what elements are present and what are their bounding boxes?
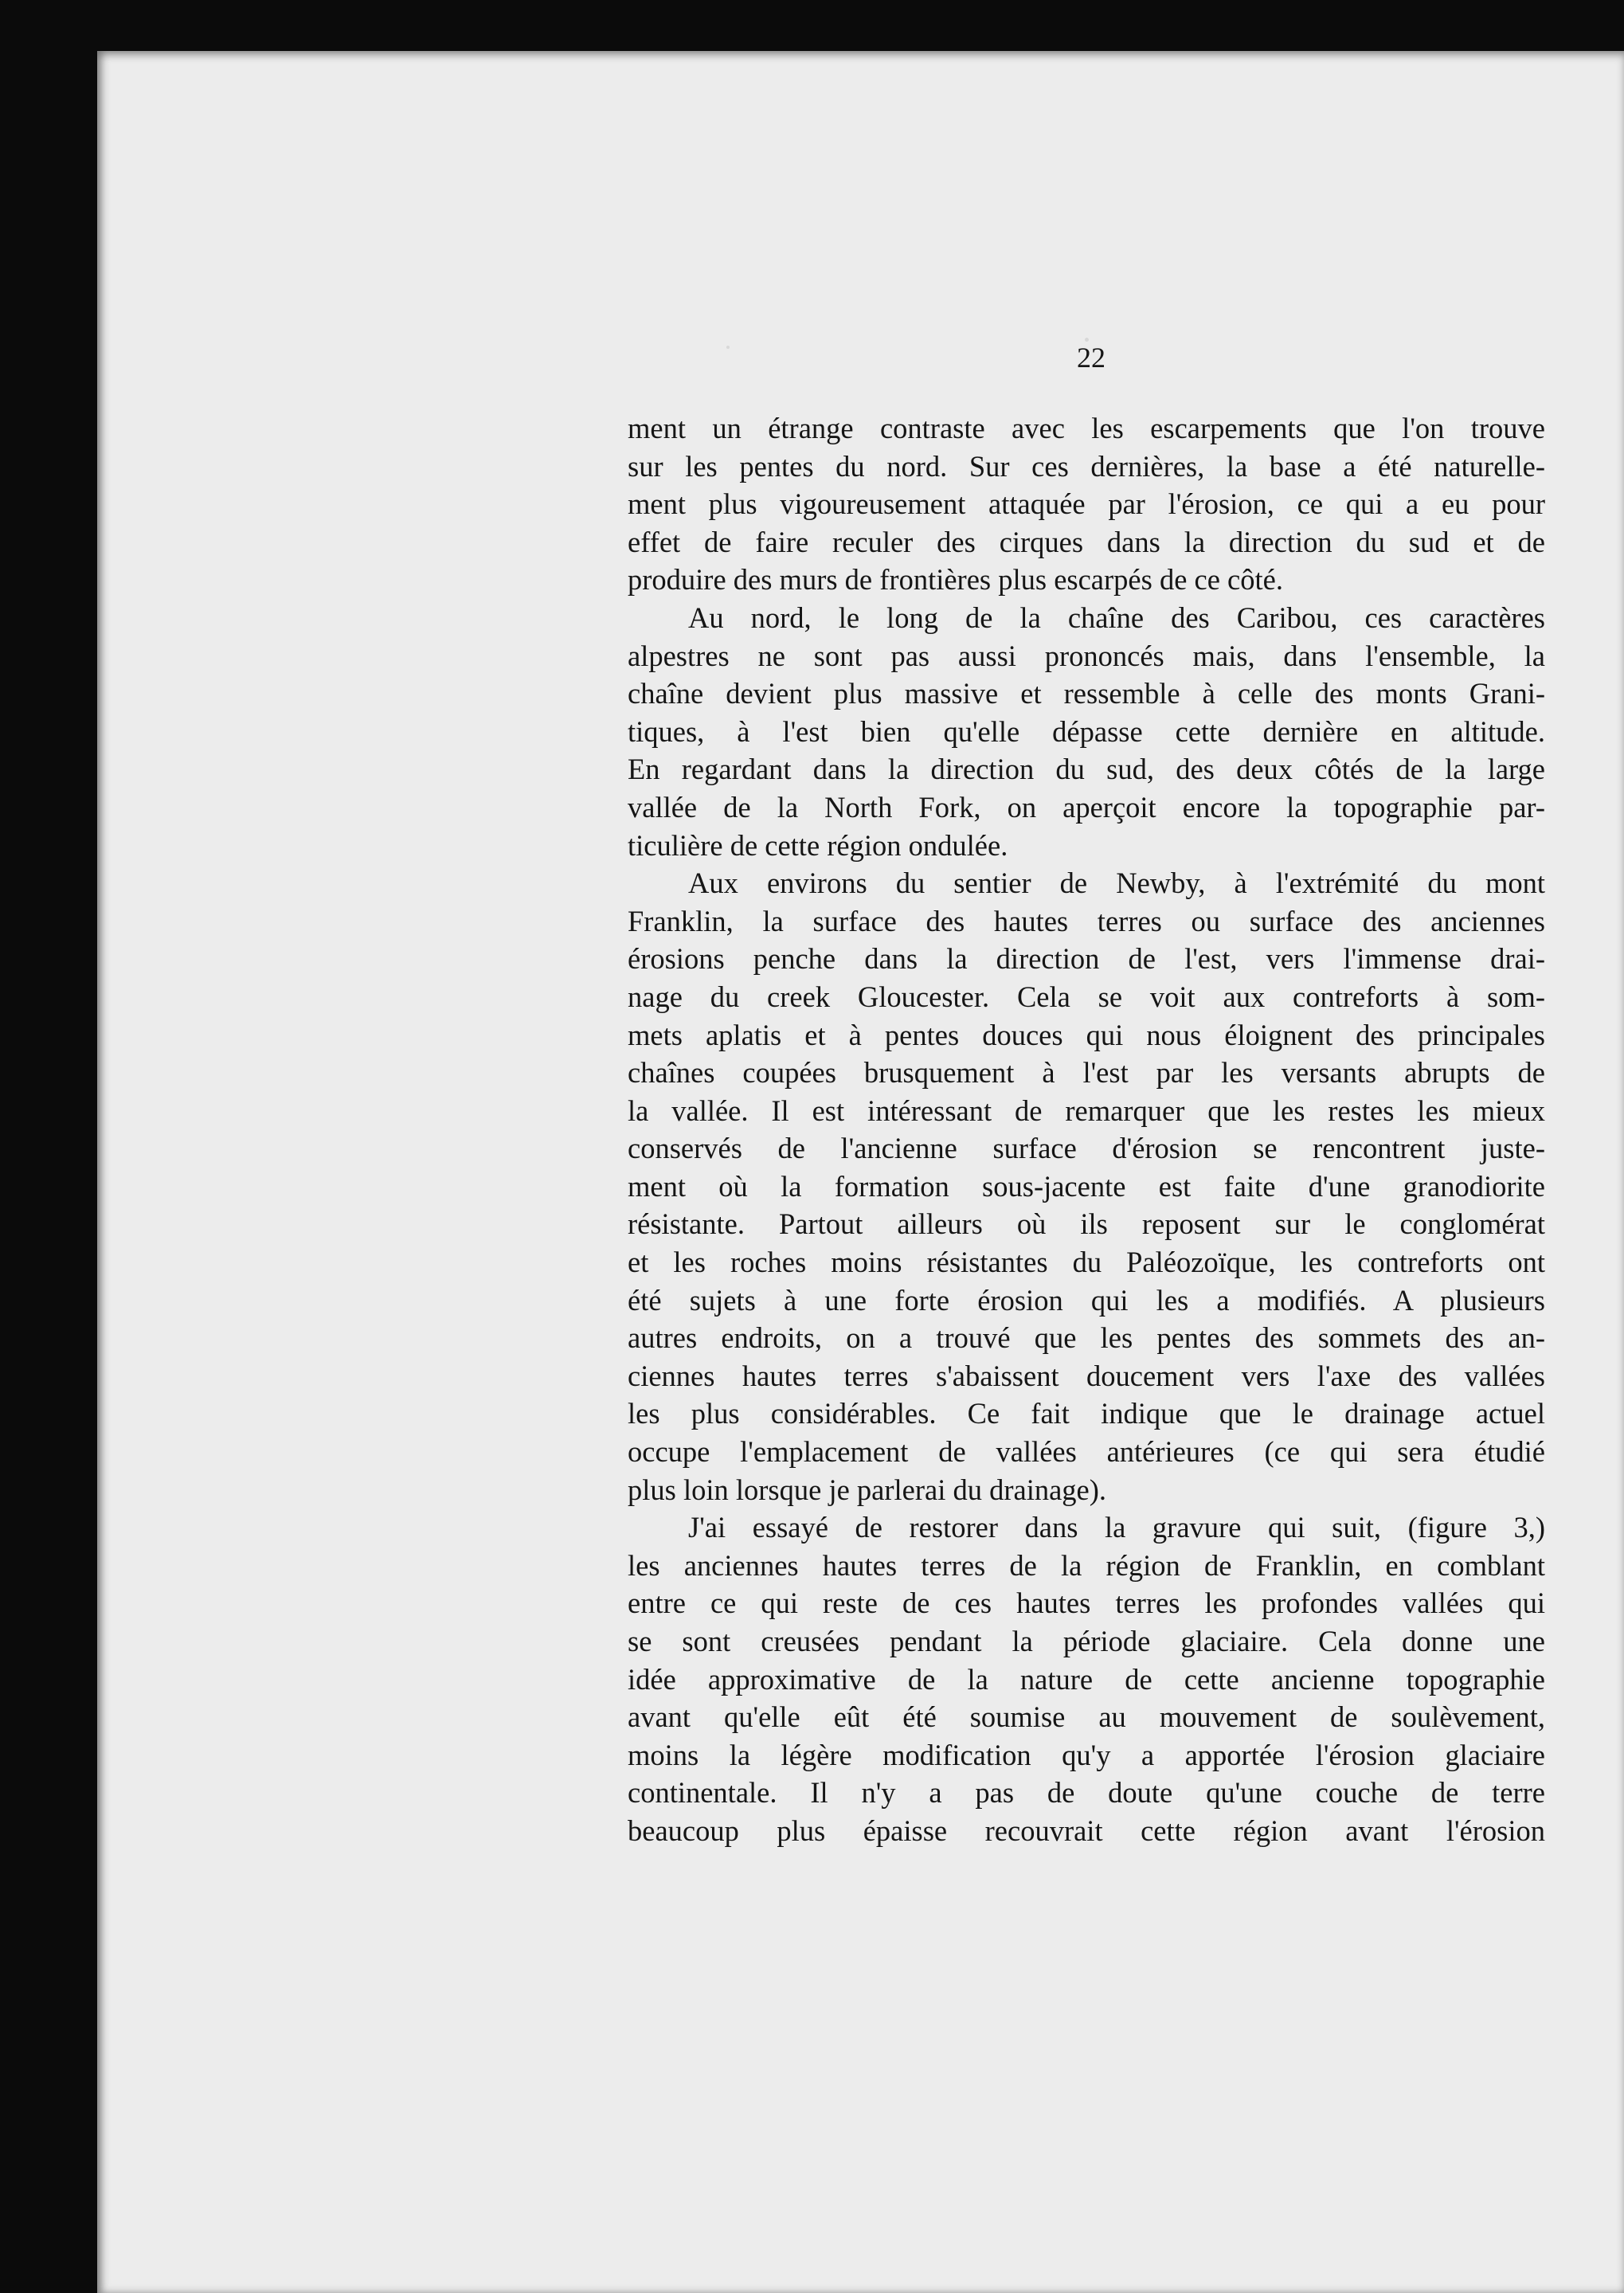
text-line: alpestres ne sont pas aussi prononcés mais, dans l'ensemble, la — [628, 639, 1545, 672]
text-line: beaucoup plus épaisse recouvrait cette région avant l'érosion — [628, 1814, 1545, 1847]
text-line: Franklin, la surface des hautes terres ou surface des anciennes — [628, 904, 1545, 937]
text-line: ticulière de cette région ondulée. — [628, 828, 1008, 862]
page-number: 22 — [1077, 342, 1105, 374]
text-line: plus loin lorsque je parlerai du drainage). — [628, 1473, 1107, 1506]
text-line: ment un étrange contraste avec les escarpements que l'on trouve — [628, 412, 1545, 444]
text-line: été sujets à une forte érosion qui les a modifiés. A plusieurs — [628, 1283, 1545, 1317]
body-text — [628, 409, 1545, 1850]
text-line: nage du creek Gloucester. Cela se voit aux contreforts à som- — [628, 980, 1545, 1013]
scan-speck — [726, 346, 730, 349]
text-line: effet de faire reculer des cirques dans la direction du sud et de — [628, 525, 1545, 558]
text-line: autres endroits, on a trouvé que les pentes des sommets des an- — [628, 1321, 1545, 1355]
text-line: En regardant dans la direction du sud, des deux côtés de la large — [628, 753, 1545, 786]
text-line: ment où la formation sous-jacente est faite d'une granodiorite — [628, 1169, 1545, 1203]
text-line: résistante. Partout ailleurs où ils reposent sur le conglomérat — [628, 1207, 1545, 1241]
text-line: entre ce qui reste de ces hautes terres les profondes vallées qui — [628, 1587, 1545, 1620]
text-line: mets aplatis et à pentes douces qui nous éloignent des principales — [628, 1018, 1545, 1051]
text-line: les anciennes hautes terres de la région de Franklin, en comblant — [628, 1548, 1545, 1582]
text-line: les plus considérables. Ce fait indique que le drainage actuel — [628, 1397, 1545, 1430]
text-line: érosions penche dans la direction de l'est, vers l'immense drai- — [628, 942, 1545, 976]
text-line: avant qu'elle eût été soumise au mouvement de soulèvement, — [628, 1700, 1545, 1734]
text-line: conservés de l'ancienne surface d'érosion se rencontrent juste- — [628, 1132, 1545, 1165]
text-line: ment plus vigoureusement attaquée par l'érosion, ce qui a eu pour — [628, 487, 1545, 521]
text-line: produire des murs de frontières plus escarpés de ce côté. — [628, 563, 1283, 597]
text-line: moins la légère modification qu'y a apportée l'érosion glaciaire — [628, 1738, 1545, 1771]
text-line: la vallée. Il est intéressant de remarquer que les restes les mieux — [628, 1094, 1545, 1127]
text-line: idée approximative de la nature de cette ancienne topographie — [628, 1662, 1545, 1696]
text-line: Aux environs du sentier de Newby, à l'extrémité du mont — [688, 867, 1545, 900]
text-line: sur les pentes du nord. Sur ces dernières, la base a été naturelle- — [628, 449, 1545, 483]
text-line: se sont creusées pendant la période glaciaire. Cela donne une — [628, 1625, 1545, 1657]
text-line: chaînes coupées brusquement à l'est par les versants abrupts de — [628, 1056, 1545, 1090]
text-line: chaîne devient plus massive et ressemble à celle des monts Grani- — [628, 677, 1545, 710]
text-line: tiques, à l'est bien qu'elle dépasse cette dernière en altitude. — [628, 714, 1545, 748]
text-line: et les roches moins résistantes du Paléozoïque, les contreforts ont — [628, 1246, 1545, 1279]
text-line: vallée de la North Fork, on aperçoit encore la topographie par- — [628, 790, 1545, 824]
text-line: Au nord, le long de la chaîne des Caribou, ces caractères — [688, 601, 1545, 634]
text-line: J'ai essayé de restorer dans la gravure qui suit, (figure 3,) — [688, 1511, 1545, 1544]
text-line: occupe l'emplacement de vallées antérieures (ce qui sera étudié — [628, 1435, 1545, 1469]
text-line: ciennes hautes terres s'abaissent doucement vers l'axe des vallées — [628, 1359, 1545, 1392]
text-line: continentale. Il n'y a pas de doute qu'une couche de terre — [628, 1776, 1545, 1810]
